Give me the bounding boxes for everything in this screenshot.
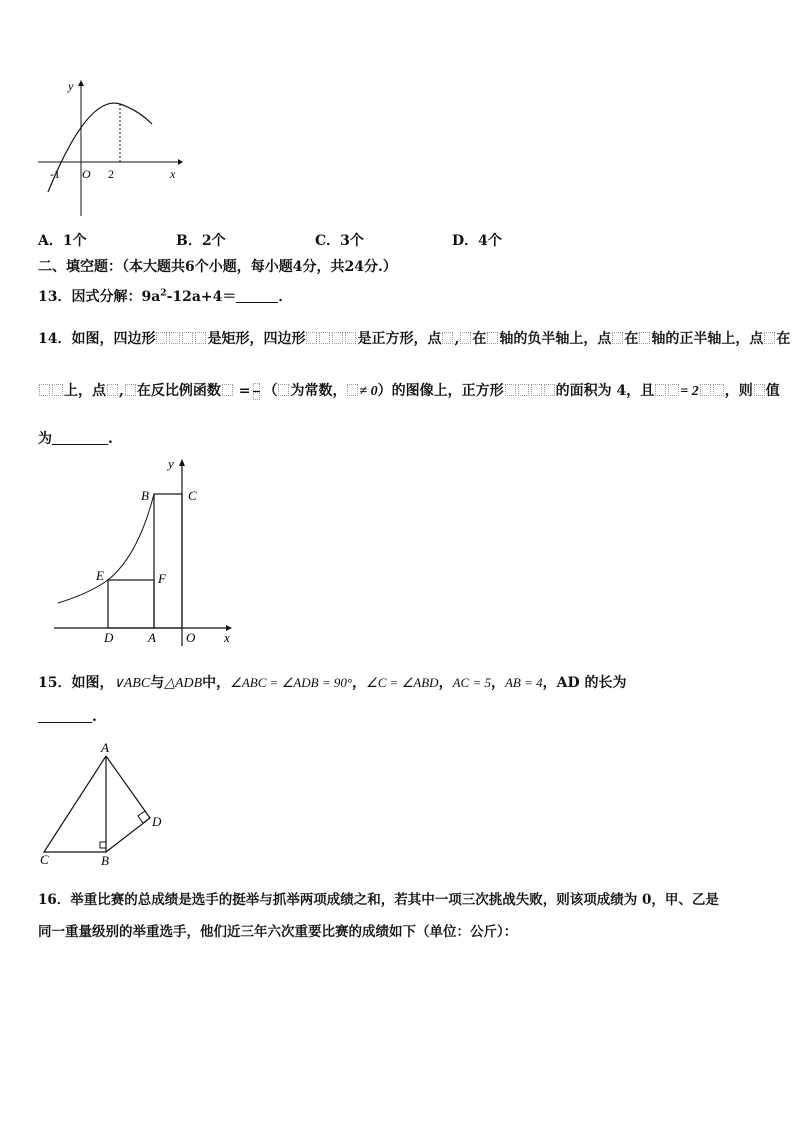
q15-text: ， xyxy=(438,675,453,691)
q14-text: 为 xyxy=(38,431,52,447)
label-y: y xyxy=(168,456,174,471)
triangle-acb xyxy=(44,756,106,852)
hyperbola-curve xyxy=(58,494,154,603)
q13-expr-rest: -12a+4＝ xyxy=(166,289,237,305)
answer-blank-14[interactable] xyxy=(52,430,108,445)
q14-text: 是正方形，点 xyxy=(357,331,442,347)
label-b: B xyxy=(141,488,149,503)
question-14-line-3 xyxy=(38,428,113,448)
question-16-line-2: 同一重量级别的举重选手，他们近三年六次重要比赛的成绩如下（单位：公斤）： xyxy=(38,924,518,940)
option-a[interactable]: A．1个 xyxy=(38,233,87,249)
q14-text: 是矩形，四边形 xyxy=(207,331,306,347)
y-axis-arrow xyxy=(179,459,185,466)
q14-text: . xyxy=(108,431,113,447)
tick-neg1: -1 xyxy=(50,167,60,181)
x-axis-arrow xyxy=(178,159,183,165)
q14-text: ）的图像上，正方形 xyxy=(377,383,504,399)
option-c[interactable]: C．3个 xyxy=(315,233,364,249)
q14-text: 在 xyxy=(776,331,791,347)
x-axis-label: x xyxy=(170,167,176,181)
q15-text: ， xyxy=(352,675,367,691)
q15-text: . xyxy=(92,709,97,725)
q15-text: 与 xyxy=(150,675,165,691)
q14-text: 在 xyxy=(472,331,487,347)
q15-text: ，AD 的长为 xyxy=(542,675,627,691)
question-16-line-1: 16．举重比赛的总成绩是选手的挺举与抓举两项成绩之和，若其中一项三次挑战失败，则该项成绩为 0，甲、乙是 xyxy=(38,892,719,908)
answer-blank-15[interactable] xyxy=(38,708,92,723)
q13-suffix: ． xyxy=(278,289,293,305)
q14-text: 在 xyxy=(624,331,639,347)
answer-blank-13[interactable] xyxy=(236,288,278,303)
triangle-adb xyxy=(106,756,150,852)
q14-text: ≠ 0 xyxy=(359,384,378,399)
q14-text: 的面积为 4，且 xyxy=(555,383,655,399)
q14-text: （ xyxy=(263,383,278,399)
q14-text: 为常数， xyxy=(290,383,347,399)
q13-expr-base: 9a xyxy=(141,289,161,305)
label-e: E xyxy=(96,568,104,583)
q14-text: 在反比例函数 xyxy=(136,383,221,399)
q14-text: 上，点 xyxy=(64,383,106,399)
label-d: D xyxy=(104,630,114,645)
y-axis-label: y xyxy=(68,79,74,93)
rectangle-oabc xyxy=(154,494,182,628)
q13-prefix: 13．因式分解： xyxy=(38,289,142,305)
q14-text: 轴的负半轴上，点 xyxy=(499,331,612,347)
parabola-graph xyxy=(30,76,190,221)
q15-text: ∠C = ∠ABD xyxy=(366,675,439,690)
y-axis-arrow xyxy=(78,80,84,86)
question-15-answer-line xyxy=(38,708,97,725)
q14-text: 值 xyxy=(765,383,780,399)
q14-text: = 2 xyxy=(680,384,699,399)
right-angle-b xyxy=(100,842,106,848)
question-14-line-2: 上，点 , 在反比例函数 = （ 为常数， ≠ 0）的图像上，正方形 的面积为 4，且 = 2 ，则 值 xyxy=(38,380,780,400)
tick-2: 2 xyxy=(108,167,114,181)
q14-text: 轴的正半轴上，点 xyxy=(651,331,764,347)
q15-text: ∨ABC xyxy=(113,676,151,691)
label-o: O xyxy=(186,630,196,645)
parabola-curve xyxy=(48,103,152,192)
question-14-line-1: 14．如图，四边形 是矩形，四边形 是正方形，点 , 在 轴的负半轴上，点 在 轴的正半轴上，点 在 xyxy=(38,331,791,347)
label-x: x xyxy=(224,630,230,645)
q15-text: AB = 4 xyxy=(504,675,543,690)
q15-text: ∠ABC = ∠ADB = 90° xyxy=(230,675,353,690)
fraction xyxy=(252,383,261,400)
q15-text: 15．如图， xyxy=(38,675,114,691)
figure-15 xyxy=(34,738,174,868)
q15-text: △ADB xyxy=(164,676,203,691)
figure-14 xyxy=(48,456,248,652)
origin-label: O xyxy=(82,167,91,181)
label-d: D xyxy=(152,814,162,829)
q15-text: 中， xyxy=(202,675,231,691)
question-13 xyxy=(38,286,292,306)
right-angle-d xyxy=(138,811,150,823)
label-f: F xyxy=(158,571,166,586)
question-15 xyxy=(38,672,627,692)
label-c: C xyxy=(188,488,197,503)
option-b[interactable]: B．2个 xyxy=(176,233,226,249)
label-a: A xyxy=(101,740,109,755)
option-d[interactable]: D．4个 xyxy=(452,233,502,249)
q13-expr-exp: 2 xyxy=(160,288,167,299)
label-a: A xyxy=(148,630,156,645)
q14-text: ，则 xyxy=(724,383,753,399)
label-c: C xyxy=(40,852,49,867)
section-heading: 二、填空题：（本大题共6个小题，每小题4分，共24分.） xyxy=(38,259,397,275)
q15-text: AC = 5 xyxy=(452,675,491,690)
square-adef xyxy=(108,580,154,628)
q14-text: 14．如图，四边形 xyxy=(38,331,156,347)
label-b: B xyxy=(101,853,109,868)
q15-text: ， xyxy=(490,675,505,691)
